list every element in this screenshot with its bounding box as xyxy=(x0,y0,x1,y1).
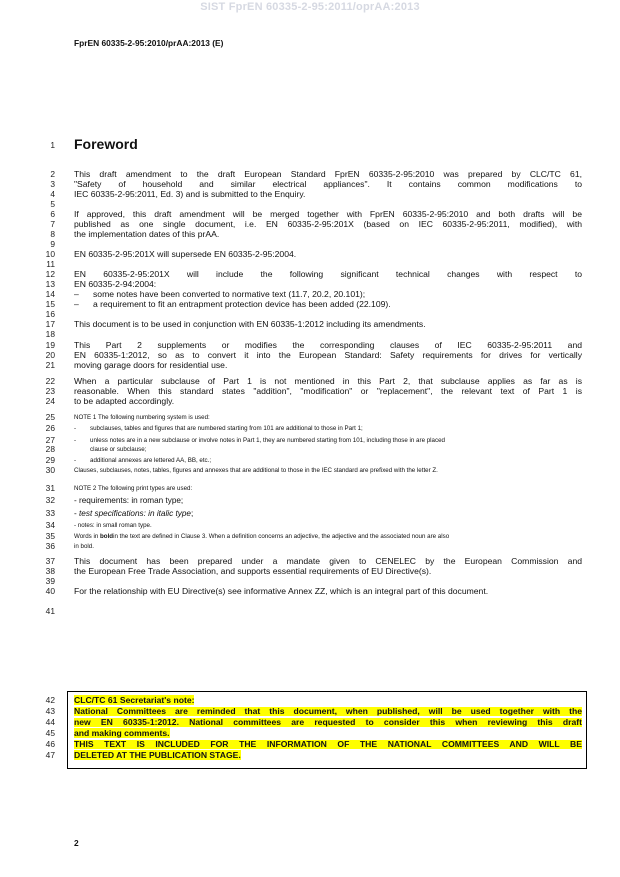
watermark: SIST FprEN 60335-2-95:2011/oprAA:2013 xyxy=(200,1,420,13)
print-type-italic xyxy=(74,509,582,518)
line-number: 45 xyxy=(45,728,55,738)
paragraph-line: EN 60335-2-95:201X will supersede EN 60335-2-95:2004. xyxy=(74,249,297,259)
line-number: 40 xyxy=(45,586,55,596)
line-number: 10 xyxy=(45,249,55,259)
line-number: 41 xyxy=(45,606,55,616)
paragraph-line: If approved, this draft amendment will be merged together with FprEN 60335-2-95:2010 and both drafts will be xyxy=(74,209,582,219)
list-dash: - xyxy=(74,457,77,464)
line-number: 7 xyxy=(50,219,55,229)
line-number: 44 xyxy=(45,717,55,727)
paragraph-line: published as one single document, i.e. EN 60335-2-95:201X (based on IEC 60335-2-95:2011, modified), with xyxy=(74,219,582,229)
line-number: 5 xyxy=(50,199,55,209)
line-number: 9 xyxy=(50,239,55,249)
line-number: 32 xyxy=(45,495,55,505)
line-33-italic: test specifications: in italic type xyxy=(79,509,191,518)
line-number: 22 xyxy=(45,376,55,386)
line-number: 12 xyxy=(45,269,55,279)
line-number: 24 xyxy=(45,396,55,406)
line-number: 14 xyxy=(45,289,55,299)
list-dash: – xyxy=(74,289,79,299)
line-number: 16 xyxy=(45,309,55,319)
print-type-small: - notes: in small roman type. xyxy=(74,522,152,529)
line-number: 30 xyxy=(45,465,55,475)
line-number: 31 xyxy=(45,483,55,493)
line-number: 27 xyxy=(45,435,55,445)
line-number: 23 xyxy=(45,386,55,396)
line-number: 8 xyxy=(50,229,55,239)
line-number: 36 xyxy=(45,541,55,551)
paragraph-line: For the relationship with EU Directive(s) see informative Annex ZZ, which is an integral part of this document. xyxy=(74,586,489,596)
line-number: 11 xyxy=(46,259,55,269)
line-number: 21 xyxy=(45,360,55,370)
list-dash: - xyxy=(74,425,77,432)
paragraph-line: IEC 60335-2-95:2011, Ed. 3) and is submitted to the Enquiry. xyxy=(74,189,306,199)
line-35-prefix: Words in xyxy=(74,533,101,540)
line-number: 29 xyxy=(45,455,55,465)
line-number: 2 xyxy=(50,169,55,179)
highlighted-text: and making comments. xyxy=(74,728,170,738)
line-number: 38 xyxy=(45,566,55,576)
line-number: 20 xyxy=(45,350,55,360)
line-number: 15 xyxy=(45,299,55,309)
line-number: 28 xyxy=(45,444,55,454)
line-number: 4 xyxy=(50,189,55,199)
note-list-item: additional annexes are lettered AA, BB, etc.; xyxy=(90,457,212,464)
paragraph-line: This draft amendment to the draft European Standard FprEN 60335-2-95:2010 was prepared by CLC/TC 61, xyxy=(74,169,582,179)
line-number: 3 xyxy=(50,179,55,189)
paragraph-line: to be adapted accordingly. xyxy=(74,396,175,406)
paragraph-line: reasonable. When this standard states "addition", "modification" or "replacement", the relevant text of Part 1 is xyxy=(74,386,582,396)
page-number: 2 xyxy=(74,838,79,848)
highlighted-line-wrap xyxy=(74,729,582,738)
highlighted-line: National Committees are reminded that this document, when published, will be used together with the xyxy=(74,706,582,716)
line-number: 46 xyxy=(45,739,55,749)
paragraph-line: moving garage doors for residential use. xyxy=(74,360,228,370)
line-number: 43 xyxy=(45,706,55,716)
list-item: some notes have been converted to normative text (11.7, 20.2, 20.101); xyxy=(93,289,366,299)
note-line xyxy=(74,532,582,541)
note-line: NOTE 1 The following numbering system is used: xyxy=(74,414,210,421)
highlighted-line-wrap xyxy=(74,751,582,760)
line-number: 18 xyxy=(45,329,55,339)
line-33-prefix: - xyxy=(74,509,80,518)
line-33-suffix: ; xyxy=(190,509,194,518)
line-number: 39 xyxy=(45,576,55,586)
document-header: FprEN 60335-2-95:2010/prAA:2013 (E) xyxy=(74,38,224,48)
paragraph-line: This Part 2 supplements or modifies the corresponding clauses of IEC 60335-2-95:2011 and xyxy=(74,340,582,350)
note-list-item: subclauses, tables and figures that are numbered starting from 101 are additional to those in Part 1; xyxy=(90,425,363,432)
paragraph-line: EN 60335-1:2012, so as to convert it into the European Standard: Safety requirements for drives for vertically xyxy=(74,350,582,360)
line-number: 1 xyxy=(50,140,55,150)
line-number: 26 xyxy=(45,423,55,433)
note-list-item: unless notes are in a new subclause or involve notes in Part 1, they are numbered starting from 101, including those in are placed xyxy=(90,437,445,444)
line-number: 42 xyxy=(45,695,55,705)
paragraph-line: This document is to be used in conjunction with EN 60335-1:2012 including its amendments. xyxy=(74,319,426,329)
list-dash: - xyxy=(74,437,77,444)
note-line: NOTE 2 The following print types are used: xyxy=(74,485,193,492)
line-35-bold: bold xyxy=(100,533,114,540)
line-number: 17 xyxy=(45,319,55,329)
paragraph-line: the implementation dates of this prAA. xyxy=(74,229,220,239)
paragraph-line: This document has been prepared under a mandate given to CENELEC by the European Commission and xyxy=(74,556,582,566)
paragraph-line: "Safety of household and similar electrical appliances". It contains common modifications to xyxy=(74,179,582,189)
highlighted-line: THIS TEXT IS INCLUDED FOR THE INFORMATION OF THE NATIONAL COMMITTEES AND WILL BE xyxy=(74,739,582,749)
line-number: 37 xyxy=(45,556,55,566)
line-number: 33 xyxy=(45,508,55,518)
note-line: in bold. xyxy=(74,543,94,550)
highlighted-line: new EN 60335-1:2012. National committees are requested to consider this when reviewing this draft xyxy=(74,717,582,727)
page-title: Foreword xyxy=(74,136,138,152)
line-number: 19 xyxy=(45,340,55,350)
paragraph-line: EN 60335-2-94:2004: xyxy=(74,279,157,289)
line-number: 25 xyxy=(45,412,55,422)
paragraph-line: When a particular subclause of Part 1 is not mentioned in this Part 2, that subclause applies as far as is xyxy=(74,376,582,386)
note-title xyxy=(74,696,582,705)
highlighted-text: DELETED AT THE PUBLICATION STAGE. xyxy=(74,750,241,760)
paragraph-line: EN 60335-2-95:201X will include the following significant technical changes with respect to xyxy=(74,269,582,279)
note-line: Clauses, subclauses, notes, tables, figures and annexes that are additional to those in the IEC standard are prefixed with the letter Z. xyxy=(74,467,438,474)
paragraph-line: the European Free Trade Association, and supports essential requirements of EU Directive(s). xyxy=(74,566,432,576)
line-number: 6 xyxy=(50,209,55,219)
highlighted-text: CLC/TC 61 Secretariat's note: xyxy=(74,695,195,705)
line-number: 13 xyxy=(45,279,55,289)
line-35-rest: in the text are defined in Clause 3. When a definition concerns an adjective, the adjective and the associated noun are also xyxy=(113,533,450,540)
note-list-item: clause or subclause; xyxy=(90,446,147,453)
line-number: 35 xyxy=(45,531,55,541)
line-number: 47 xyxy=(45,750,55,760)
list-dash: – xyxy=(74,299,79,309)
print-type-roman: - requirements: in roman type; xyxy=(74,496,184,505)
list-item: a requirement to fit an entrapment protection device has been added (22.109). xyxy=(93,299,391,309)
line-number: 34 xyxy=(45,520,55,530)
